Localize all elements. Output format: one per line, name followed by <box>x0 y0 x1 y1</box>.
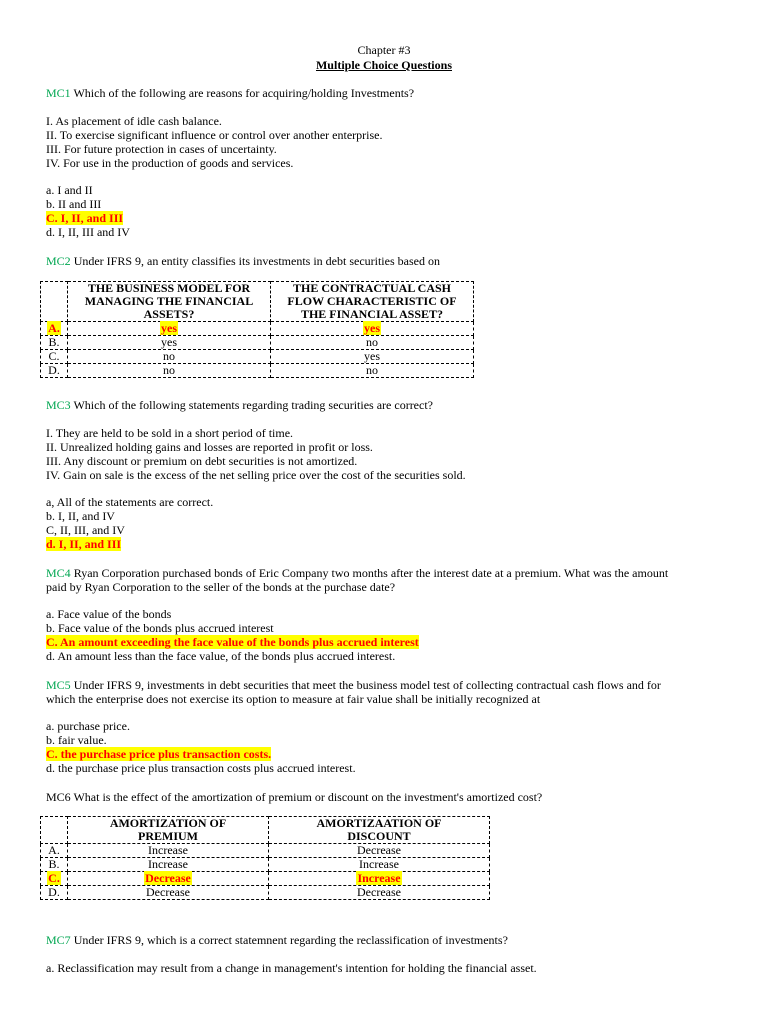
mc1-option-answer: C. I, II, and III <box>46 211 124 225</box>
mc4-option-answer: C. An amount exceeding the face value of the bonds plus accrued interest <box>46 635 419 649</box>
mc3-statement: III. Any discount or premium on debt securities is not amortized. <box>46 454 358 468</box>
mc3-statement: IV. Gain on sale is the excess of the net selling price over the cost of the securities sold. <box>46 468 466 482</box>
mc4-option: d. An amount less than the face value, of the bonds plus accrued interest. <box>46 649 396 663</box>
mc3-statement: II. Unrealized holding gains and losses are reported in profit or loss. <box>46 440 373 454</box>
mc3-statement: I. They are held to be sold in a short period of time. <box>46 426 294 440</box>
mc2-tag: MC2 <box>46 254 71 268</box>
mc5-question-cont: which the enterprise does not exercise its option to measure at fair value shall be initially recognized at <box>46 692 541 706</box>
mc2-table <box>40 281 474 378</box>
mc7-tag: MC7 <box>46 933 71 947</box>
mc1-question: MC1 Which of the following are reasons for acquiring/holding Investments? <box>46 86 415 100</box>
mc1-statement: I. As placement of idle cash balance. <box>46 114 222 128</box>
mc1-tag: MC1 <box>46 86 71 100</box>
mc2-col1-header: THE BUSINESS MODEL FOR MANAGING THE FINANCIAL ASSETS? <box>68 282 271 322</box>
table-row: A. yes yes <box>41 322 474 336</box>
mc5-tag: MC5 <box>46 678 71 692</box>
mc2-col2-header: THE CONTRACTUAL CASH FLOW CHARACTERISTIC OF THE FINANCIAL ASSET? <box>271 282 474 322</box>
mc1-statement: III. For future protection in cases of uncertainty. <box>46 142 277 156</box>
mc4-question: MC4 Ryan Corporation purchased bonds of Eric Company two months after the interest date at a premium. What was the amount <box>46 566 669 580</box>
mc3-option: C, II, III, and IV <box>46 523 125 537</box>
mc1-statement: II. To exercise significant influence or control over another enterprise. <box>46 128 383 142</box>
mc5-option: d. the purchase price plus transaction costs plus accrued interest. <box>46 761 356 775</box>
mc4-question-cont: paid by Ryan Corporation to the seller of the bonds at the purchase date? <box>46 580 396 594</box>
mc1-option: a. I and II <box>46 183 93 197</box>
table-row: B. Increase Increase <box>41 858 490 872</box>
mc3-question: MC3 Which of the following statements regarding trading securities are correct? <box>46 398 433 412</box>
mc4-option: a. Face value of the bonds <box>46 607 172 621</box>
mc6-col1-header: AMORTIZATION OF PREMIUM <box>68 817 269 844</box>
table-row: D. Decrease Decrease <box>41 886 490 900</box>
mc5-option: a. purchase price. <box>46 719 130 733</box>
mc7-option: a. Reclassification may result from a change in management's intention for holding the financial asset. <box>46 961 537 975</box>
mc3-option: a, All of the statements are correct. <box>46 495 214 509</box>
mc1-statement: IV. For use in the production of goods and services. <box>46 156 294 170</box>
mc3-option: b. I, II, and IV <box>46 509 115 523</box>
mc5-option: b. fair value. <box>46 733 107 747</box>
mc6-table <box>40 816 490 900</box>
mc4-tag: MC4 <box>46 566 71 580</box>
table-row: D. no no <box>41 364 474 378</box>
table-cell <box>41 282 68 322</box>
table-cell <box>41 817 68 844</box>
mc2-question: MC2 Under IFRS 9, an entity classifies its investments in debt securities based on <box>46 254 440 268</box>
chapter-heading: Chapter #3 <box>357 43 411 57</box>
table-row: A. Increase Decrease <box>41 844 490 858</box>
mc3-option-answer: d. I, II, and III <box>46 537 122 551</box>
mc4-option: b. Face value of the bonds plus accrued interest <box>46 621 274 635</box>
table-row: C. no yes <box>41 350 474 364</box>
table-row: C. Decrease Increase <box>41 872 490 886</box>
mc1-option: b. II and III <box>46 197 102 211</box>
mc1-option: d. I, II, III and IV <box>46 225 130 239</box>
table-row: B. yes no <box>41 336 474 350</box>
mc6-col2-header: AMORTIZAATION OF DISCOUNT <box>269 817 490 844</box>
section-title: Multiple Choice Questions <box>315 58 452 72</box>
mc6-question: MC6 What is the effect of the amortization of premium or discount on the investment's amortized cost? <box>46 790 543 804</box>
mc5-question: MC5 Under IFRS 9, investments in debt securities that meet the business model test of collecting contractual cash flows and for <box>46 678 661 692</box>
mc7-question: MC7 Under IFRS 9, which is a correct statemnent regarding the reclassification of investments? <box>46 933 508 947</box>
mc5-option-answer: C. the purchase price plus transaction costs. <box>46 747 272 761</box>
mc3-tag: MC3 <box>46 398 71 412</box>
